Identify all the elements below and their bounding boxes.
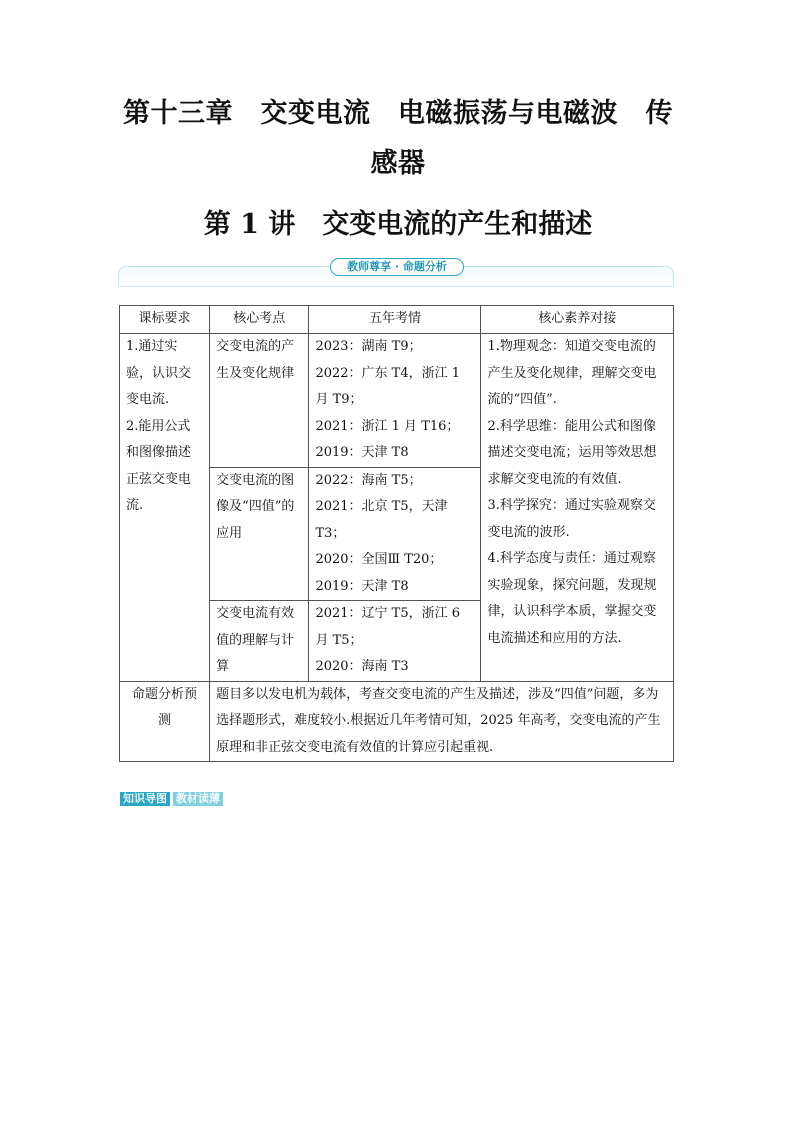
exam-cell xyxy=(309,467,481,601)
exam-entry: 2019：天津 T8 xyxy=(315,445,409,460)
exam-cell xyxy=(309,334,481,468)
banner-divider xyxy=(118,286,674,287)
table-header-row xyxy=(120,306,674,334)
forecast-text: 题目多以发电机为载体，考查交变电流的产生及描述，涉及“四值”问题，多为选择题形式，难度较小.根据近几年考情可知，2025 年高考，交变电流的产生原理和非正弦交变电流有效值的计算应引起重视. xyxy=(210,681,674,762)
exam-entry: 2021：北京 T5，天津 T3； xyxy=(315,499,448,541)
curriculum-item: 2.能用公式和图像描述正弦交变电流. xyxy=(126,418,192,513)
core-point-cell: 交变电流的图像及“四值”的应用 xyxy=(210,467,309,601)
chapter-title-line2: 感器 xyxy=(370,148,426,179)
header-literacy: 核心素养对接 xyxy=(481,306,674,334)
header-five-year: 五年考情 xyxy=(309,306,481,334)
chapter-title-line1: 第十三章 交变电流 电磁振荡与电磁波 传 xyxy=(123,98,673,129)
forecast-label: 命题分析预测 xyxy=(120,681,210,762)
exam-entry: 2019：天津 T8 xyxy=(315,578,409,594)
core-point-cell: 交变电流的产生及变化规律 xyxy=(210,334,309,468)
literacy-cell xyxy=(481,334,674,682)
table-row xyxy=(120,681,674,762)
core-point-cell: 交变电流有效值的理解与计算 xyxy=(210,601,309,682)
literacy-item: 3.科学探究：通过实验观察交变电流的波形. xyxy=(487,498,656,540)
section-tags xyxy=(120,792,223,806)
exam-analysis-table xyxy=(119,305,674,762)
header-curriculum: 课标要求 xyxy=(120,306,210,334)
curriculum-cell xyxy=(120,334,210,682)
exam-entry: 2022：广东 T4，浙江 1 月 T9； xyxy=(315,365,460,407)
header-core-point: 核心考点 xyxy=(210,306,309,334)
exam-entry: 2020：全国Ⅲ T20； xyxy=(315,552,443,567)
literacy-item: 4.科学态度与责任：通过观察实验现象，探究问题，发现规律，认识科学本质，掌握交变电流描述和应用的方法. xyxy=(487,551,657,646)
teacher-banner-label: 教师尊享 · 命题分析 xyxy=(330,258,464,276)
literacy-item: 1.物理观念：知道交变电流的产生及变化规律，理解交变电流的“四值”. xyxy=(487,339,657,407)
exam-cell xyxy=(309,601,481,682)
exam-entry: 2021：浙江 1 月 T16； xyxy=(315,418,460,434)
exam-entry: 2021：辽宁 T5，浙江 6 月 T5； xyxy=(315,606,460,648)
curriculum-item: 1.通过实验，认识交变电流. xyxy=(126,339,192,407)
tag-knowledge-map: 知识导图 xyxy=(120,792,170,806)
exam-entry: 2023：湖南 T9； xyxy=(315,339,422,354)
literacy-item: 2.科学思维：能用公式和图像描述交变电流；运用等效思想求解交变电流的有效值. xyxy=(487,418,657,487)
lesson-title: 第 1 讲 交变电流的产生和描述 xyxy=(203,209,593,240)
exam-entry: 2020：海南 T3 xyxy=(315,659,409,674)
table-row xyxy=(120,334,674,468)
exam-entry: 2022：海南 T5； xyxy=(315,472,422,488)
tag-textbook-reading: 教材读薄 xyxy=(173,792,223,806)
